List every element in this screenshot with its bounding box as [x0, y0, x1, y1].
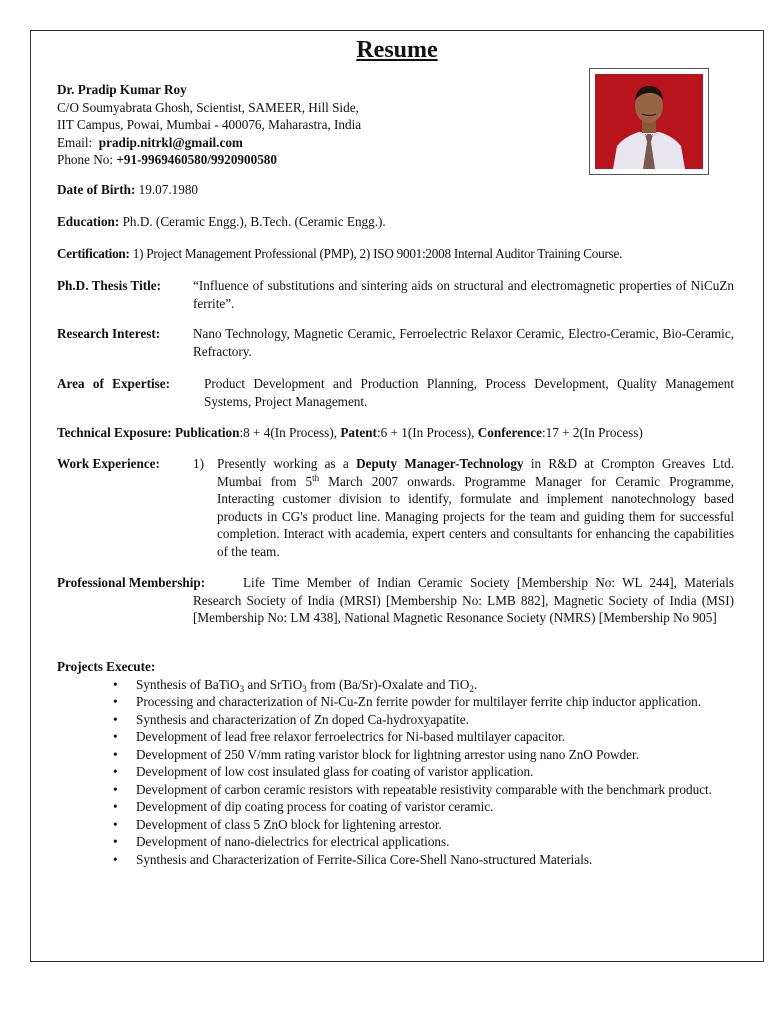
- thesis-label: Ph.D. Thesis Title:: [57, 278, 162, 293]
- profile-photo: [589, 68, 709, 175]
- technical-row: [57, 424, 734, 442]
- patent-label: Patent: [340, 425, 377, 440]
- education-label: Education:: [57, 214, 120, 229]
- research-row: [57, 325, 734, 360]
- phone-row: [57, 151, 361, 169]
- publication-label: Publication: [174, 425, 240, 440]
- list-item: • Synthesis of BaTiO$_3$ and SrTiO$_3$ from (Ba/Sr)-Oxalate and TiO$_2$.: [57, 676, 734, 694]
- resume-page: [30, 30, 764, 962]
- address-line-1: C/O Soumyabrata Ghosh, Scientist, SAMEER, Hill Side,: [57, 99, 359, 115]
- projects-section: [57, 658, 734, 868]
- email-address[interactable]: pradip.nitrkl@gmail.com: [98, 134, 243, 150]
- expertise-label: Area of Expertise:: [57, 376, 171, 391]
- education-row: [57, 213, 734, 231]
- projects-label: Projects Execute:: [57, 659, 156, 674]
- address-line-2: IIT Campus, Powai, Mumbai - 400076, Maharastra, India: [57, 117, 362, 132]
- candidate-name: Dr. Pradip Kumar Roy: [57, 82, 187, 97]
- certification-label: Certification:: [57, 246, 130, 261]
- list-item: • Development of dip coating process for coating of varistor ceramic.: [57, 798, 734, 816]
- membership-row: [57, 574, 734, 627]
- dob-row: [57, 181, 734, 199]
- thesis-row: [57, 277, 734, 312]
- phone-label: Phone No:: [57, 152, 114, 167]
- dob-value: 19.07.1980: [138, 182, 199, 197]
- email-row: [57, 134, 361, 152]
- expertise-value: Product Development and Production Planning, Process Development, Quality Management Systems, Project Management.: [204, 376, 734, 409]
- publication-value: :8 + 4(In Process),: [239, 425, 341, 440]
- contact-block: [57, 81, 361, 169]
- certification-row: [57, 245, 734, 263]
- page-title: Resume: [356, 37, 438, 63]
- technical-label: Technical Exposure:: [57, 425, 172, 440]
- membership-value: Professional Membership: Life Time Member of Indian Ceramic Society [Membership No: WL 244], Materials Research Society of India (MRSI) [Membership No: LMB 882], Magnetic Society of India (MSI) [Membership No: LM 438], National Magnetic Resonance Society (NMRS) [Membership No 905]: [57, 575, 734, 625]
- research-value: Nano Technology, Magnetic Ceramic, Ferroelectric Relaxor Ceramic, Electro-Ceramic, Bio-Ceramic, Refractory.: [193, 326, 734, 359]
- work-item-number: 1): [193, 456, 204, 471]
- conference-value: :17 + 2(In Process): [542, 425, 643, 440]
- person-portrait-icon: [595, 74, 703, 169]
- certification-value: 1) Project Management Professional (PMP), 2) ISO 9001:2008 Internal Auditor Training Course.: [132, 246, 623, 261]
- list-item: • Development of 250 V/mm rating varistor block for lightning arrestor using nano ZnO Powder.: [57, 746, 734, 764]
- work-role: Deputy Manager-Technology: [356, 456, 524, 471]
- conference-label: Conference: [477, 425, 542, 440]
- list-item: • Synthesis and Characterization of Ferrite-Silica Core-Shell Nano-structured Materials.: [57, 851, 734, 869]
- list-item: • Development of low cost insulated glass for coating of varistor application.: [57, 763, 734, 781]
- list-item: • Development of carbon ceramic resistors with repeatable resistivity comparable with the benchmark product.: [57, 781, 734, 799]
- work-row: [57, 455, 734, 560]
- list-item: • Development of nano-dielectrics for electrical applications.: [57, 833, 734, 851]
- expertise-row: [57, 375, 734, 410]
- list-item: • Processing and characterization of Ni-Cu-Zn ferrite powder for multilayer ferrite chip inductor application.: [57, 693, 734, 711]
- email-label: Email:: [57, 134, 93, 150]
- list-item: • Development of class 5 ZnO block for lightening arrestor.: [57, 816, 734, 834]
- phone-number: +91-9969460580/9920900580: [116, 152, 277, 167]
- dob-label: Date of Birth:: [57, 182, 136, 197]
- list-item: • Synthesis and characterization of Zn doped Ca-hydroxyapatite.: [57, 711, 734, 729]
- projects-list: [57, 676, 734, 869]
- thesis-value: “Influence of substitutions and sintering aids on structural and electromagnetic properties of NiCuZn ferrite”.: [193, 278, 734, 311]
- education-value: Ph.D. (Ceramic Engg.), B.Tech. (Ceramic Engg.).: [122, 214, 386, 229]
- list-item: • Development of lead free relaxor ferroelectrics for Ni-based multilayer capacitor.: [57, 728, 734, 746]
- work-label: Work Experience:: [57, 456, 160, 471]
- research-label: Research Interest:: [57, 326, 161, 341]
- work-item-text: Presently working as a Deputy Manager-Technology in R&D at Crompton Greaves Ltd. Mumbai from 5th March 2007 onwards. Programme Manager for Ceramic Programme, Interacting customer division to identify, formulate and implement nanotechnology based products in CG's product line. Managing projects for the team and guiding them for successful completion. Interact with academia, expert centers and consultants for enhancing the capabilities of the team.: [217, 456, 734, 559]
- patent-value: :6 + 1(In Process),: [376, 425, 478, 440]
